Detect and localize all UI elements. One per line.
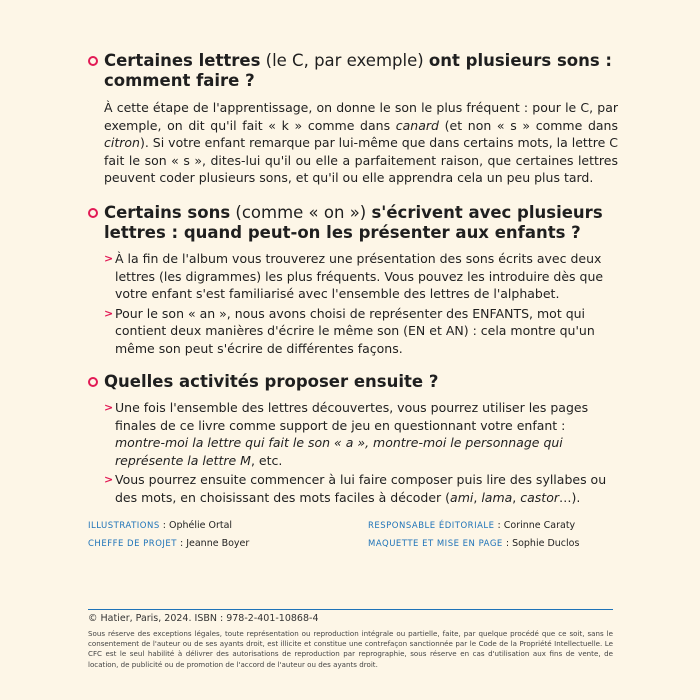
item-list bbox=[104, 250, 618, 357]
legal-notice: Sous réserve des exceptions légales, toute représentation ou reproduction intégrale ou partielle, faite, par quelque procédé que ce soit, sans le consentement de l'auteur ou de ses ayants droit, est illicite et constitue une contrefaçon sanctionnée par le Code de la Propriété Intellectuelle. Le CFC est le seul habilité à délivrer des autorisations de reproduction par reprographie, sous réserve en cas d'utilisation aux fins de vente, de location, de publicité ou de promotion de l'accord de l'auteur ou des ayants droit. bbox=[88, 629, 613, 669]
credit-sep: : bbox=[159, 520, 169, 531]
text-run: À cette étape de l'apprentissage, on donne le son le plus fréquent : pour le C, par exemple, on dit qu'il fait « k » comme dans bbox=[104, 100, 618, 133]
footer-divider bbox=[88, 609, 613, 610]
heading-light: (comme « on ») bbox=[235, 203, 367, 222]
credit-label: RESPONSABLE ÉDITORIALE bbox=[368, 521, 495, 531]
section-paragraph bbox=[104, 99, 618, 187]
item-text bbox=[115, 306, 595, 356]
copyright: © Hatier, Paris, 2024. ISBN : 978-2-401-10868-4 bbox=[88, 613, 319, 624]
text-run: Pour le son « an », nous avons choisi de représenter des ENFANTS, mot qui contient deux manières d'écrire le même son (EN et AN) : cela montre qu'un même son peut s'écrire de différentes façons. bbox=[115, 305, 595, 356]
credit-sep: : bbox=[176, 538, 187, 549]
arrow-icon: > bbox=[104, 306, 114, 320]
credit-illustrations bbox=[88, 517, 249, 535]
heading-bold: Certains sons bbox=[104, 203, 231, 222]
text-run: , bbox=[512, 489, 521, 505]
credit-value: Ophélie Ortal bbox=[168, 520, 233, 531]
text-run: (et non « s » comme dans bbox=[438, 117, 618, 133]
heading-bold: Certaines lettres bbox=[104, 51, 261, 70]
text-run: À la fin de l'album vous trouverez une présentation des sons écrits avec deux lettres (les digrammes) les plus fréquents. Vous pouvez les introduire dès que votre enfant s'est familiarisé avec l'ensemble des lettres de l'alphabet. bbox=[115, 251, 604, 301]
italic-text: canard bbox=[395, 117, 439, 133]
arrow-icon: > bbox=[104, 401, 114, 414]
heading-bold-end: s'écrivent avec plusieurs lettres : quand peut-on les présenter aux enfants ? bbox=[104, 203, 603, 242]
text-run: …). bbox=[558, 489, 581, 505]
bullet-icon bbox=[88, 208, 98, 218]
italic-text: lama bbox=[481, 489, 513, 505]
section-heading bbox=[88, 51, 618, 91]
italic-text: citron bbox=[104, 135, 140, 150]
text-run: , bbox=[473, 489, 482, 505]
bullet-icon bbox=[88, 377, 98, 387]
credit-responsable bbox=[368, 517, 579, 535]
text-run: Vous pourrez ensuite commencer à lui faire composer puis lire des syllabes ou des mots, en choisissant des mots faciles à décoder ( bbox=[115, 472, 607, 505]
arrow-icon: > bbox=[104, 252, 114, 265]
credit-sep: : bbox=[494, 520, 504, 531]
credit-chef bbox=[88, 535, 249, 553]
credit-maquette bbox=[368, 535, 579, 553]
section-sounds bbox=[88, 203, 618, 359]
credit-value: Jeanne Boyer bbox=[186, 538, 250, 549]
italic-text: castor bbox=[520, 489, 559, 505]
list-item bbox=[104, 399, 618, 469]
section-heading bbox=[88, 372, 618, 392]
list-item bbox=[104, 250, 618, 303]
credits-left bbox=[88, 517, 249, 553]
section-heading bbox=[88, 203, 618, 243]
text-run: Une fois l'ensemble des lettres découvertes, vous pourrez utiliser les pages finales de ce livre comme support de jeu en questionnant votre enfant : bbox=[115, 400, 589, 433]
text-run: , etc. bbox=[250, 452, 283, 468]
credit-value: Sophie Duclos bbox=[512, 538, 580, 549]
section-activities bbox=[88, 372, 618, 508]
heading-bold-end: ont plusieurs sons : comment faire ? bbox=[104, 51, 613, 90]
item-text bbox=[115, 472, 606, 505]
arrow-icon: > bbox=[104, 473, 114, 486]
item-list bbox=[104, 399, 618, 506]
credit-label: CHEFFE DE PROJET bbox=[88, 539, 177, 549]
credit-sep: : bbox=[502, 538, 513, 549]
list-item bbox=[104, 471, 618, 506]
item-text bbox=[115, 400, 588, 468]
italic-text: ami bbox=[450, 489, 474, 505]
credit-value: Corinne Caraty bbox=[503, 520, 576, 531]
italic-text: montre-moi la lettre qui fait le son « a », montre-moi le personnage qui représente la lettre M bbox=[115, 435, 563, 468]
heading-bold: Quelles activités proposer ensuite ? bbox=[104, 372, 439, 391]
heading-light: (le C, par exemple) bbox=[265, 51, 424, 70]
credit-label: MAQUETTE ET MISE EN PAGE bbox=[368, 539, 503, 549]
bullet-icon bbox=[88, 56, 98, 66]
credits-right bbox=[368, 517, 579, 553]
section-letters bbox=[88, 51, 618, 187]
list-item bbox=[104, 305, 618, 358]
item-text bbox=[115, 251, 603, 301]
text-run: ). Si votre enfant remarque par lui-même que dans certains mots, la lettre C fait le son « s », dites-lui qu'il ou elle a parfaitement raison, que certaines lettres peuvent coder plusieurs sons, et qu'il ou elle apprendra cela un peu plus tard. bbox=[104, 135, 618, 185]
credit-label: ILLUSTRATIONS bbox=[88, 521, 160, 531]
